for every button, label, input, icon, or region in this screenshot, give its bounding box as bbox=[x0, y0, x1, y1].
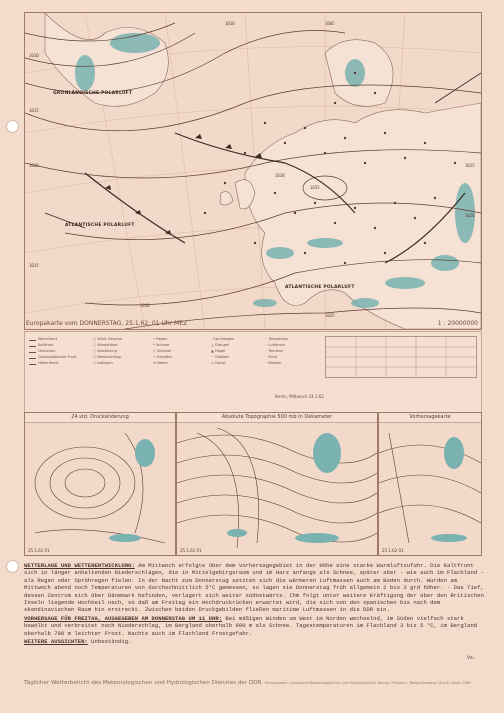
map-title: 24 std. Druckänderung bbox=[25, 413, 175, 423]
isobar-label: 1030 bbox=[140, 303, 150, 308]
map-title: Vorhersagekarte bbox=[379, 413, 481, 423]
isobar-label: 1020 bbox=[465, 213, 475, 218]
outlook-paragraph bbox=[24, 638, 486, 645]
section-heading: WEITERE AUSSICHTEN: bbox=[24, 638, 88, 646]
europe-synoptic-map bbox=[24, 12, 482, 330]
page-footer bbox=[24, 680, 480, 686]
isobar-label: 1015 bbox=[29, 108, 39, 113]
map-date: 25.1.62 01 bbox=[28, 548, 50, 553]
isobar-label: 1010 bbox=[29, 53, 39, 58]
legend-column: ○ Wind-Geschw. ○ Windstärke ○ Bewölkung ○ Niederschlag ○ Isobaren bbox=[93, 337, 123, 365]
isobar-label: 1025 bbox=[465, 163, 475, 168]
pressure-change-map bbox=[24, 412, 176, 556]
map-scale: 1 : 20000000 bbox=[437, 320, 478, 327]
isobar-label: 1010 bbox=[225, 21, 235, 26]
legend-column: Warmfront Kaltfront Okklusion Quasistationäre Front Höhenfront bbox=[29, 336, 77, 366]
map-caption-bar bbox=[24, 318, 480, 329]
isobar-label: 1005 bbox=[325, 21, 335, 26]
map-date: 25.1.62 01 bbox=[180, 548, 202, 553]
station-model-table bbox=[325, 336, 477, 378]
auxiliary-maps bbox=[24, 412, 480, 554]
legend-column: • Regen * Schnee ▽ Schauer ⚡ Gewitter ≡ Nebel bbox=[153, 337, 173, 365]
section-heading: VORHERSAGE FÜR FREITAG, AUSGEGEBEN AM DONNERSTAG UM 11 UHR: bbox=[24, 614, 223, 622]
map-graphic bbox=[25, 13, 481, 329]
signature: Vs. bbox=[466, 655, 476, 661]
airmass-label: GRÖNLÄNDISCHE POLARLUFT bbox=[53, 91, 133, 96]
section-body: Bei mäßigen Winden um West im Norden wechselnd, im Süden vielfach stark bewölkt und verbreitet noch Niederschlag, im Bergland oberhalb 600 m als Schnee. Tagestemperaturen im Flachland 3 bis 5 °C, im Bergland oberhalb 700 m leichter Frost. Nachts auch im Flachland Frostgefahr. bbox=[24, 614, 478, 637]
publisher-title: Täglicher Wetterbericht des Meteorologischen und Hydrologischen Dienstes der DDR. bbox=[24, 680, 263, 686]
forecast-map bbox=[378, 412, 482, 556]
punch-hole bbox=[6, 120, 19, 133]
isobar-label: 1030 bbox=[275, 173, 285, 178]
topography-500mb-map bbox=[176, 412, 378, 556]
legend-column: , Sprühregen △ Graupel ▲ Hagel ~ Glatteis ∞ Dunst bbox=[211, 337, 235, 365]
airmass-label: ATLANTISCHE POLARLUFT bbox=[285, 285, 355, 290]
isobar-label: 1025 bbox=[325, 313, 335, 318]
map-title: Europakarte vom DONNERSTAG, 25.1.62, 01 Uhr MEZ bbox=[26, 320, 188, 327]
isobar-label: 1035 bbox=[310, 185, 320, 190]
isobar-label: 1015 bbox=[29, 263, 39, 268]
legend-column: ◦ Temperatur ◦ Luftdruck ◦ Tendenz ◦ Sicht ◦ Wolken bbox=[265, 337, 289, 365]
section-body: Am Mittwoch erfolgte über dem Vorhersagegebiet in der Höhe eine starke Warmluftzufuhr. Die Kaltfront sich in länger anhaltenden Niederschlägen, die in Mittelgebirgsraum und im Harz anfangs als Schnee, später aber - wie auch im Flachland - als Regen oder Sprühregen fielen. In der Nacht zum Donnerstag setzten sich die wärmeren Luftmassen auch am Boden durch. Wurden am Mittwoch abend noch Temperaturen von durchschnittlich 5°C gemessen, so lagen sie Donnerstag früh allgemein 2 bis 3 grd höher. - Das Tief, dessen Zentrum sich über Dänemark befinden, verlagert sich weiter südostwärts. Ihm folgt unter weitere Kräftigung der über den Britischen Inseln liegende Hochkeil nach, so daß am Freitag ein Hochdruckrücken erwartet wird, die sich von den spanischen bis nach dem skandinavischen Raum hin erstreckt. Zwischen beiden Druckgebilden fließen maritime Luftmassen in die DDR ein. bbox=[24, 562, 484, 614]
map-title: Absolute Topographie 500 mb in Dekameter bbox=[177, 413, 377, 423]
publisher-fineprint: Herausgeber: Hauptamt Meteorologischer und Hydrologischer Dienst, Potsdam, Telegrafenberg. Druck: Berlin DDR bbox=[264, 681, 471, 685]
report-text bbox=[24, 562, 486, 646]
punch-hole bbox=[6, 560, 19, 573]
map-legend bbox=[24, 331, 482, 413]
section-heading: WETTERLAGE UND WETTERENTWICKLUNG: bbox=[24, 562, 135, 569]
airmass-label: ATLANTISCHE POLARLUFT bbox=[65, 223, 135, 228]
section-body: Unbeständig. bbox=[91, 638, 132, 646]
forecast-paragraph bbox=[24, 615, 486, 637]
weather-situation-paragraph bbox=[24, 562, 486, 614]
map-date: 25.1.62 01 bbox=[382, 548, 404, 553]
legend-date: Berlin, Mittwoch 24.1.62 bbox=[275, 394, 324, 399]
isobar-label: 1020 bbox=[29, 163, 39, 168]
